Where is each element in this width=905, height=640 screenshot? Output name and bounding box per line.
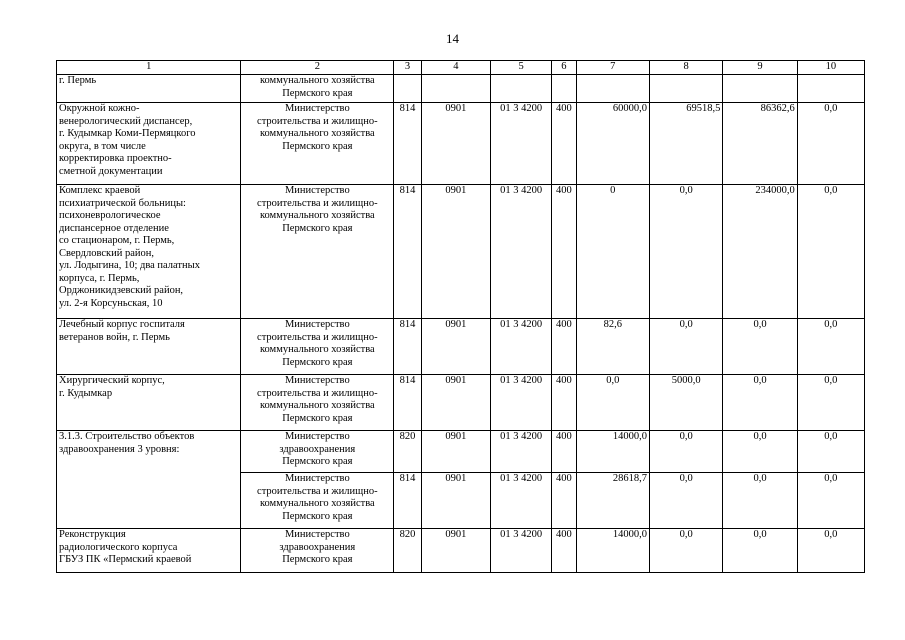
object-name: 3.1.3. Строительство объектов здравоохранения 3 уровня: [57,431,241,529]
cell-expense-code: 400 [552,319,576,375]
cell-amount-10: 0,0 [797,319,864,375]
column-header: 4 [421,61,490,75]
cell-amount-9: 0,0 [723,375,797,431]
cell-expense-code: 400 [552,431,576,473]
agency-name: коммунального хозяйства Пермского края [241,75,394,103]
cell-section-code: 0901 [421,375,490,431]
cell-amount-9: 0,0 [723,431,797,473]
column-header: 1 [57,61,241,75]
cell-target-code: 01 3 4200 [491,103,552,185]
cell-amount-8: 0,0 [649,529,722,573]
table-row [57,75,865,103]
cell-target-code: 01 3 4200 [491,473,552,529]
agency-name: Министерство здравоохранения Пермского края [241,431,394,473]
cell-amount-9 [723,75,797,103]
cell-expense-code: 400 [552,185,576,319]
cell-ministry-code [394,75,422,103]
cell-amount-8: 0,0 [649,185,722,319]
column-header: 2 [241,61,394,75]
column-header: 3 [394,61,422,75]
cell-amount-7: 28618,7 [576,473,649,529]
cell-amount-7 [576,75,649,103]
cell-section-code [421,75,490,103]
agency-name: Министерство строительства и жилищно- коммунального хозяйства Пермского края [241,473,394,529]
cell-ministry-code: 814 [394,185,422,319]
object-name: Комплекс краевой психиатрической больницы: психоневрологическое диспансерное отделение со стационаром, г. Пермь, Свердловский район, ул. Лодыгина, 10; два палатных корпуса, г. Пермь, Орджоникидзевский район, ул. 2-я Корсуньская, 10 [57,185,241,319]
cell-amount-7: 0,0 [576,375,649,431]
column-header: 6 [552,61,576,75]
cell-amount-8: 0,0 [649,431,722,473]
cell-expense-code: 400 [552,103,576,185]
cell-amount-10: 0,0 [797,473,864,529]
column-header: 9 [723,61,797,75]
table-row [57,103,865,185]
table-row [57,185,865,319]
column-header: 7 [576,61,649,75]
cell-amount-10 [797,75,864,103]
cell-amount-8 [649,75,722,103]
cell-amount-7: 0 [576,185,649,319]
cell-target-code: 01 3 4200 [491,185,552,319]
agency-name: Министерство строительства и жилищно- коммунального хозяйства Пермского края [241,375,394,431]
agency-name: Министерство строительства и жилищно- коммунального хозяйства Пермского края [241,185,394,319]
cell-target-code: 01 3 4200 [491,529,552,573]
cell-amount-10: 0,0 [797,375,864,431]
cell-amount-9: 86362,6 [723,103,797,185]
object-name: Лечебный корпус госпиталя ветеранов войн, г. Пермь [57,319,241,375]
column-header: 8 [649,61,722,75]
object-name: Хирургический корпус, г. Кудымкар [57,375,241,431]
page-number: 14 [446,31,459,46]
cell-section-code: 0901 [421,103,490,185]
cell-amount-8: 5000,0 [649,375,722,431]
column-header: 5 [491,61,552,75]
cell-amount-9: 234000,0 [723,185,797,319]
cell-section-code: 0901 [421,473,490,529]
object-name: г. Пермь [57,75,241,103]
cell-section-code: 0901 [421,431,490,473]
cell-section-code: 0901 [421,185,490,319]
cell-amount-7: 14000,0 [576,431,649,473]
cell-amount-8: 0,0 [649,473,722,529]
cell-amount-8: 0,0 [649,319,722,375]
cell-amount-10: 0,0 [797,529,864,573]
budget-table [56,60,865,573]
cell-expense-code: 400 [552,375,576,431]
cell-amount-7: 82,6 [576,319,649,375]
header-row [57,61,865,75]
cell-ministry-code: 814 [394,473,422,529]
table-row [57,319,865,375]
cell-amount-10: 0,0 [797,103,864,185]
cell-section-code: 0901 [421,529,490,573]
object-name: Окружной кожно- венерологический диспансер, г. Кудымкар Коми-Пермяцкого округа, в том числе корректировка проектно- сметной документации [57,103,241,185]
cell-amount-10: 0,0 [797,185,864,319]
agency-name: Министерство строительства и жилищно- коммунального хозяйства Пермского края [241,319,394,375]
cell-expense-code: 400 [552,529,576,573]
cell-amount-10: 0,0 [797,431,864,473]
cell-expense-code [552,75,576,103]
cell-amount-9: 0,0 [723,319,797,375]
cell-ministry-code: 820 [394,431,422,473]
cell-amount-7: 14000,0 [576,529,649,573]
cell-target-code [491,75,552,103]
cell-ministry-code: 820 [394,529,422,573]
object-name: Реконструкция радиологического корпуса ГБУЗ ПК «Пермский краевой [57,529,241,573]
table-row [57,529,865,573]
cell-amount-8: 69518,5 [649,103,722,185]
cell-amount-7: 60000,0 [576,103,649,185]
table-row [57,431,865,473]
agency-name: Министерство строительства и жилищно- коммунального хозяйства Пермского края [241,103,394,185]
cell-ministry-code: 814 [394,319,422,375]
cell-expense-code: 400 [552,473,576,529]
cell-ministry-code: 814 [394,375,422,431]
column-header: 10 [797,61,864,75]
cell-ministry-code: 814 [394,103,422,185]
cell-target-code: 01 3 4200 [491,319,552,375]
cell-target-code: 01 3 4200 [491,431,552,473]
cell-amount-9: 0,0 [723,529,797,573]
table-row [57,375,865,431]
agency-name: Министерство здравоохранения Пермского края [241,529,394,573]
cell-section-code: 0901 [421,319,490,375]
cell-amount-9: 0,0 [723,473,797,529]
cell-target-code: 01 3 4200 [491,375,552,431]
